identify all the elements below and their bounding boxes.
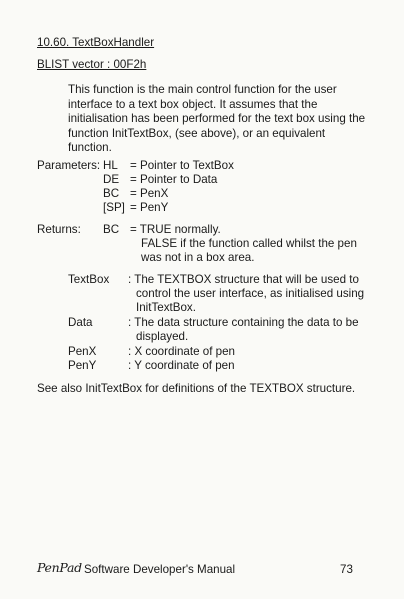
description-paragraph (68, 83, 368, 156)
param-desc-hl: = Pointer to TextBox (130, 159, 234, 172)
def-line: : Y coordinate of pen (128, 359, 235, 372)
returns-label: Returns: (37, 223, 81, 236)
param-desc-de: = Pointer to Data (130, 173, 218, 186)
vector-line: BLIST vector : 00F2h (37, 58, 147, 71)
param-reg-de: DE (103, 173, 120, 186)
returns-line: FALSE if the function called whilst the pen (141, 237, 357, 250)
def-line: : The TEXTBOX structure that will be used to (128, 273, 359, 286)
returns-line: = TRUE normally. (130, 223, 221, 236)
def-term-data: Data (68, 316, 93, 329)
manual-title: Software Developer's Manual (84, 563, 236, 576)
def-line: InitTextBox. (136, 301, 196, 314)
section-title: 10.60. TextBoxHandler (37, 36, 155, 49)
def-term-penx: PenX (68, 345, 97, 358)
param-desc-bc: = PenX (130, 187, 169, 200)
description-line: function InitTextBox, (see above), or an equivalent (68, 126, 326, 140)
description-line: initialisation has been performed for the text box using the (68, 112, 366, 126)
def-line: : The data structure containing the data to be (128, 316, 359, 329)
penpad-logo: PenPad (37, 560, 82, 575)
param-reg-hl: HL (103, 159, 118, 172)
param-reg-bc: BC (103, 187, 120, 200)
param-reg-sp: [SP] (103, 201, 125, 214)
def-line: : X coordinate of pen (128, 345, 235, 358)
parameters-label: Parameters: (37, 159, 101, 172)
page-number: 73 (340, 563, 353, 576)
def-line: displayed. (136, 330, 189, 343)
returns-line: was not in a box area. (141, 251, 255, 264)
returns-reg: BC (103, 223, 120, 236)
def-term-peny: PenY (68, 359, 97, 372)
description-line: interface to a text box object. It assumes that the (68, 97, 318, 111)
def-line: control the user interface, as initialised using (136, 287, 365, 300)
description-line: This function is the main control function for the user (68, 83, 337, 96)
param-desc-sp: = PenY (130, 201, 169, 214)
see-also-text: See also InitTextBox for definitions of the TEXTBOX structure. (37, 382, 356, 395)
description-line: function. (68, 141, 112, 155)
def-term-textbox: TextBox (68, 273, 110, 286)
